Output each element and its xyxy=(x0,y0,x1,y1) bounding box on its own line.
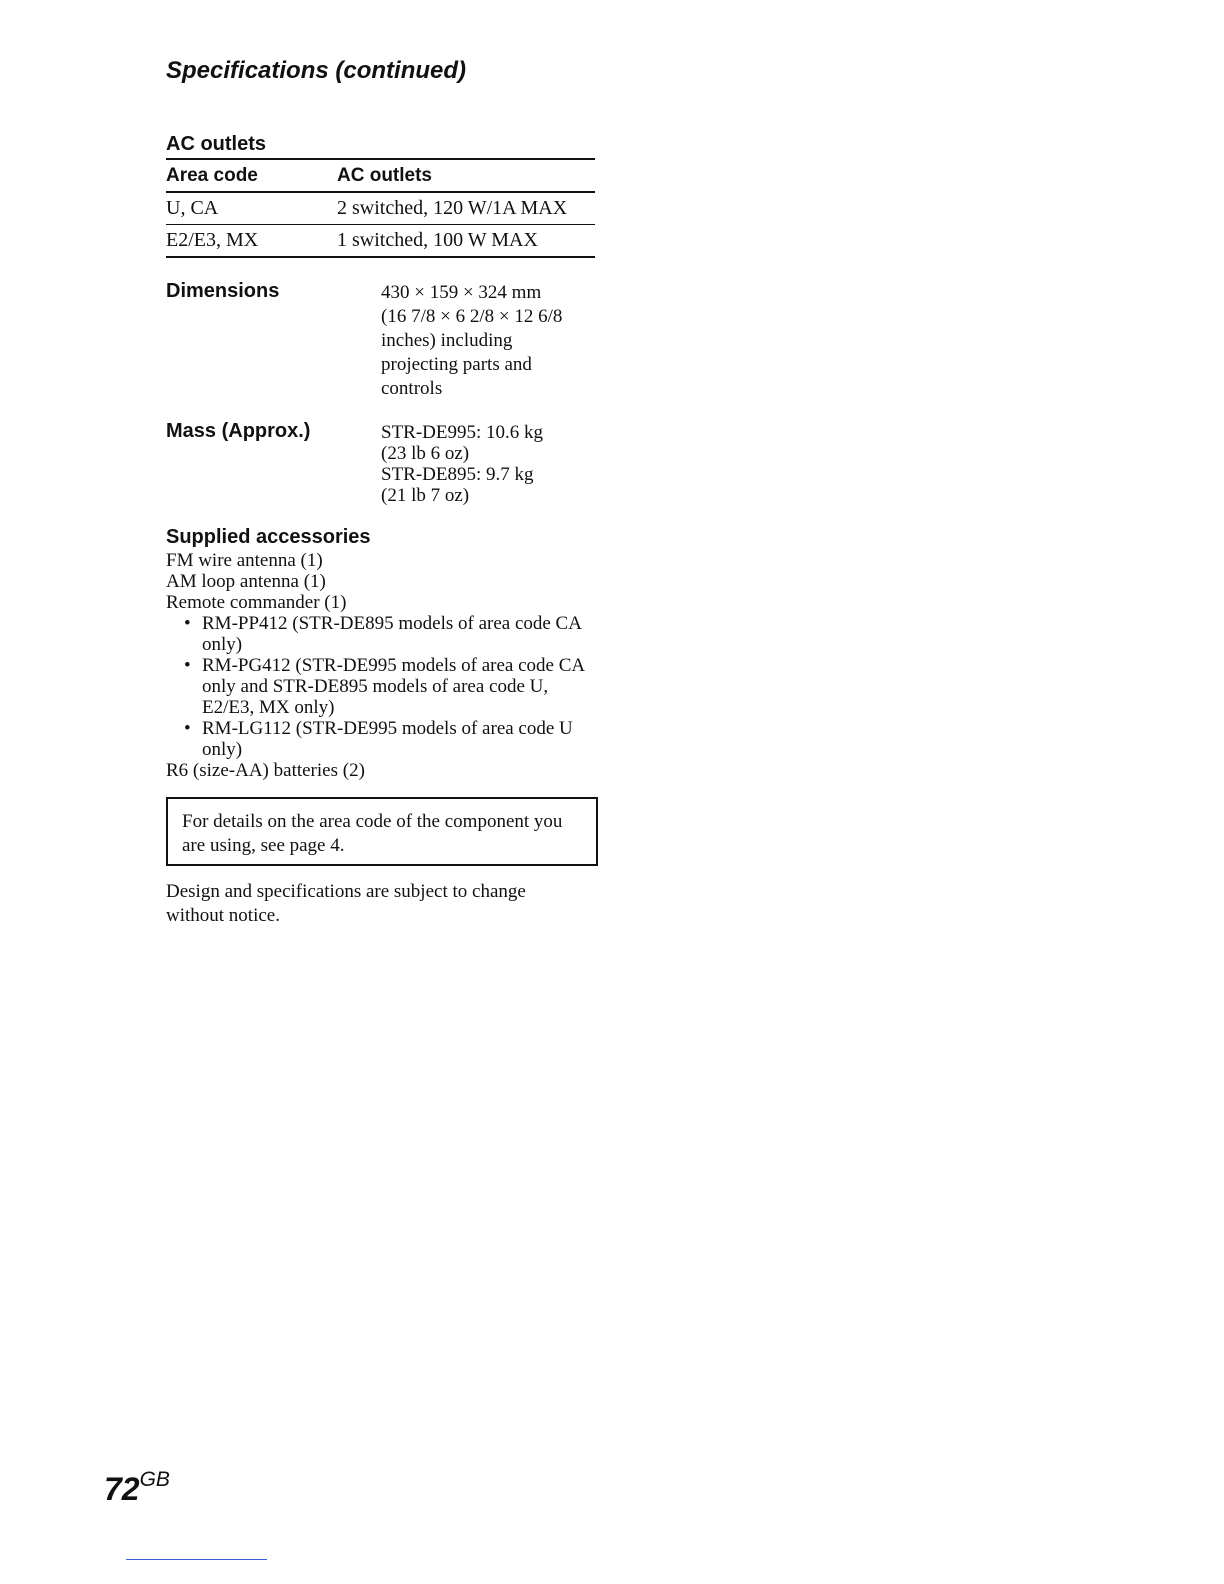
list-item xyxy=(166,613,596,655)
dimensions-line: 430 × 159 × 324 mm xyxy=(381,282,542,303)
ac-outlets-cell: 1 switched, 100 W MAX xyxy=(337,229,538,251)
dimensions-line: controls xyxy=(381,378,443,399)
area-code-cell: E2/E3, MX xyxy=(166,229,259,251)
table-row xyxy=(166,192,595,225)
table-header-row xyxy=(166,159,595,192)
remote-commander-list xyxy=(166,613,596,760)
remote-model-text: RM-PP412 (STR-DE895 models of area code CA only) xyxy=(202,613,581,655)
ac-outlets-table xyxy=(166,158,595,258)
bullet-icon: • xyxy=(184,718,191,739)
page-number xyxy=(104,1468,170,1508)
ac-outlets-cell: 2 switched, 120 W/1A MAX xyxy=(337,197,568,219)
bullet-icon: • xyxy=(184,655,191,676)
ac-outlets-heading: AC outlets xyxy=(166,133,266,155)
page-number-suffix: GB xyxy=(139,1468,170,1491)
area-code-note-box: For details on the area code of the component you are using, see page 4. xyxy=(166,797,598,866)
list-item xyxy=(166,655,596,718)
dimensions-line: inches) including xyxy=(381,330,513,351)
accessories-heading: Supplied accessories xyxy=(166,526,371,548)
mass-label: Mass (Approx.) xyxy=(166,420,311,442)
dimensions-line: (16 7/8 × 6 2/8 × 12 6/8 xyxy=(381,306,563,327)
table-row xyxy=(166,225,595,258)
specifications-change-notice: Design and specifications are subject to change without notice. xyxy=(166,881,526,926)
column-header-ac-outlets: AC outlets xyxy=(337,164,432,186)
dimensions-line: projecting parts and xyxy=(381,354,532,375)
mass-line: (23 lb 6 oz) xyxy=(381,443,470,464)
area-code-cell: U, CA xyxy=(166,197,219,219)
list-item xyxy=(166,718,596,760)
bullet-icon: • xyxy=(184,613,191,634)
mass-line: (21 lb 7 oz) xyxy=(381,485,470,506)
remote-model-text: RM-LG112 (STR-DE995 models of area code U only) xyxy=(202,718,573,760)
list-item: Remote commander (1) xyxy=(166,592,347,613)
column-header-area-code: Area code xyxy=(166,164,258,186)
list-item: AM loop antenna (1) xyxy=(166,571,326,592)
dimensions-label: Dimensions xyxy=(166,280,280,302)
mass-line: STR-DE895: 9.7 kg xyxy=(381,464,534,485)
remote-model-text: RM-PG412 (STR-DE995 models of area code CA only and STR-DE895 models of area code U, E2/E3, MX only) xyxy=(202,655,585,718)
list-item: FM wire antenna (1) xyxy=(166,550,323,571)
link-underline xyxy=(126,1559,267,1560)
mass-line: STR-DE995: 10.6 kg xyxy=(381,422,544,443)
mass-value xyxy=(381,422,543,506)
dimensions-value xyxy=(381,281,562,401)
accessories-list xyxy=(166,550,596,781)
page-title: Specifications (continued) xyxy=(166,57,467,84)
list-item: R6 (size-AA) batteries (2) xyxy=(166,760,365,781)
page-number-value: 72 xyxy=(104,1471,140,1507)
